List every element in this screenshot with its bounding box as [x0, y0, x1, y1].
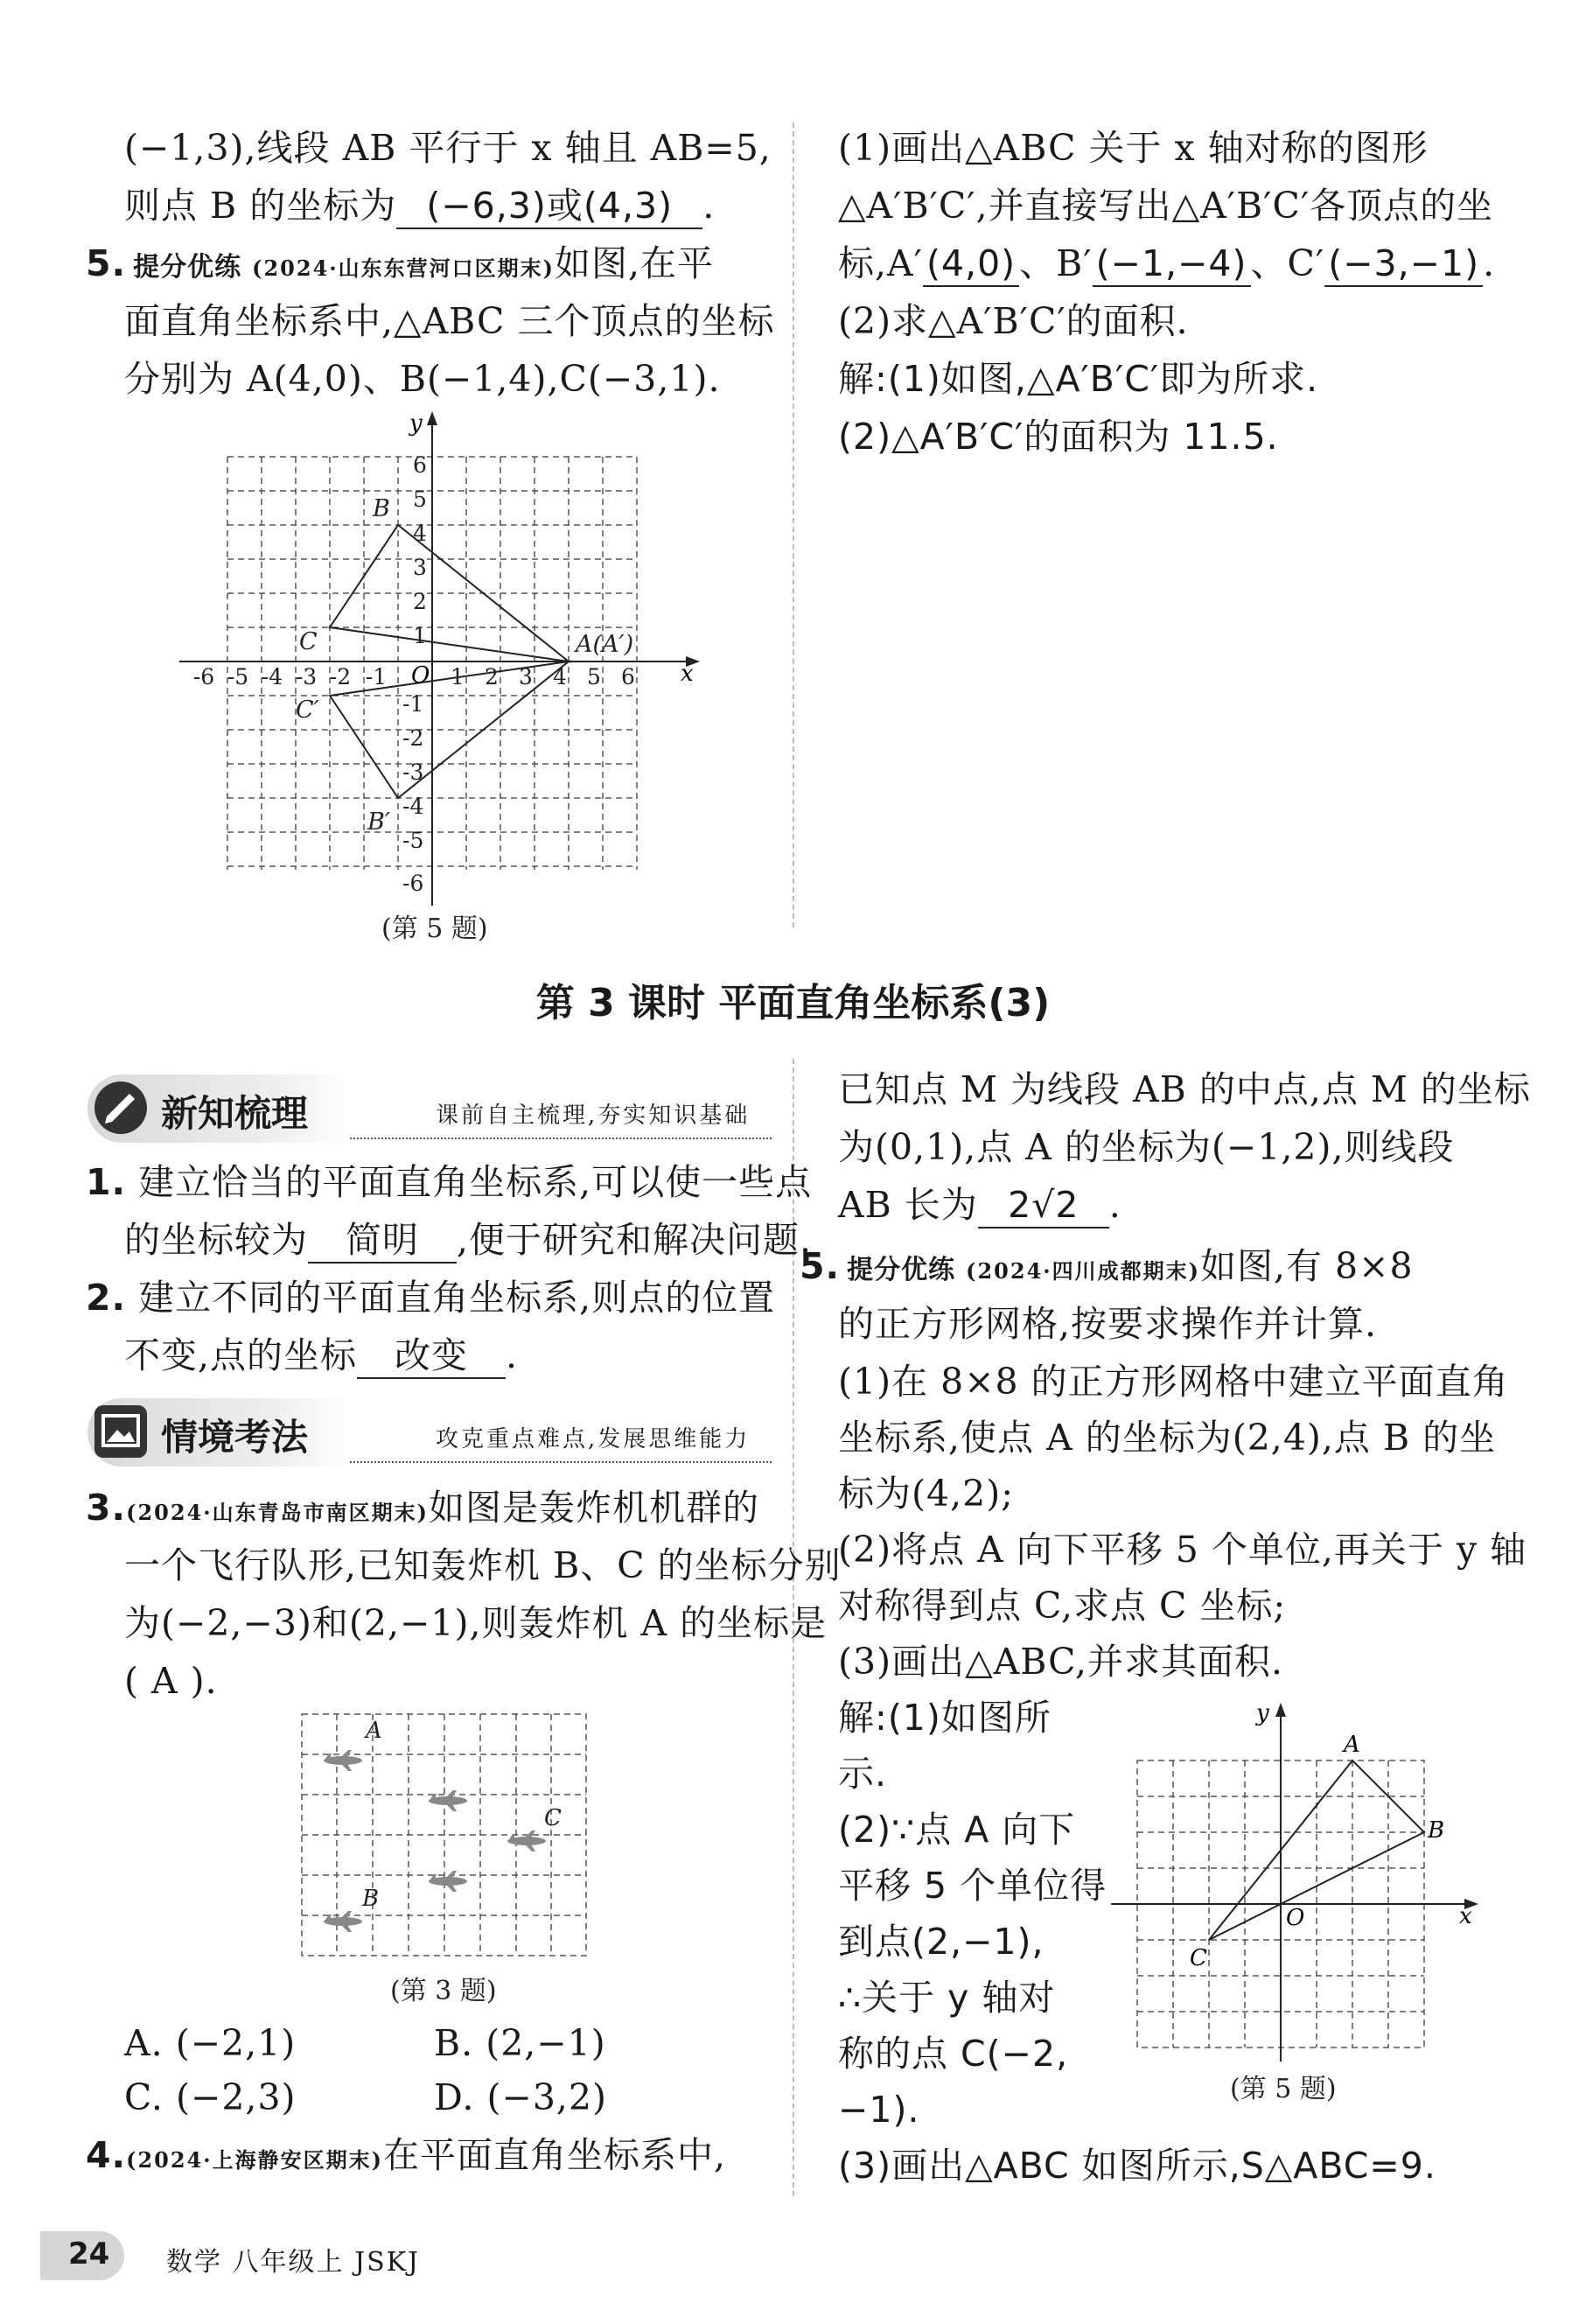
xinzhi-item1-line2: 的坐标较为 简明 ,便于研究和解决问题. [124, 1214, 812, 1265]
right-top-line2: △A′B′C′,并直接写出△A′B′C′各顶点的坐 [838, 185, 1494, 227]
picture-icon [94, 1405, 147, 1458]
q5-solution-0: 解:(1)如图所 [838, 1697, 1052, 1739]
q5-line2: 的正方形网格,按要求操作并计算. [838, 1303, 1378, 1345]
right-top-line1: (1)画出△ABC 关于 x 轴对称的图形 [838, 127, 1429, 169]
left-top-line2: 则点 B 的坐标为 (−6,3)或(4,3) . [124, 180, 715, 231]
question-number: 5. [86, 242, 127, 284]
point-label-b: B [1428, 1817, 1445, 1844]
q3-option-b: B. (2,−1) [434, 2022, 606, 2064]
y-tick: -5 [402, 828, 424, 853]
point-label-c: C [1190, 1945, 1207, 1971]
x-tick: 4 [553, 664, 567, 690]
y-tick: -1 [402, 691, 424, 717]
q5-solution-6: 称的点 C(−2, [838, 2033, 1069, 2075]
answer-a-prime: (4,0) [923, 242, 1019, 287]
q5-line8: (3)画出△ABC,并求其面积. [838, 1641, 1284, 1683]
q5-line4: 坐标系,使点 A 的坐标为(2,4),点 B 的坐 [838, 1417, 1497, 1459]
axis-x-label: x [1459, 1903, 1472, 1929]
q5-solution-1: 示. [838, 1753, 888, 1795]
q5-solution-4: 到点(2,−1), [838, 1921, 1045, 1963]
point-label-a: A [1344, 1732, 1360, 1758]
xinzhi-subtitle: 课前自主梳理,夯实知识基础 [436, 1102, 751, 1129]
q5-top-caption: (第 5 题) [381, 914, 488, 944]
answer-b-prime: (−1,−4) [1093, 242, 1251, 287]
pen-icon [94, 1082, 147, 1134]
q5-line7: 对称得到点 C,求点 C 坐标; [838, 1585, 1287, 1627]
q4-cont2: 为(0,1),点 A 的坐标为(−1,2),则线段 [838, 1126, 1455, 1168]
right-top-solution1: 解:(1)如图,△A′B′C′即为所求. [838, 358, 1319, 400]
section-title: 第 3 课时 平面直角坐标系(3) [535, 981, 1051, 1026]
q5-top-line1: 5. 提分优练 (2024·山东东营河口区期末)如图,在平 [86, 238, 714, 294]
y-tick: 6 [413, 452, 427, 478]
q3-line3: 为(−2,−3)和(2,−1),则轰炸机 A 的坐标是 [124, 1602, 828, 1644]
x-tick: 6 [621, 664, 635, 690]
y-tick: 5 [413, 486, 427, 512]
q4-cont1: 已知点 M 为线段 AB 的中点,点 M 的坐标 [838, 1068, 1531, 1110]
x-tick: -4 [261, 664, 283, 690]
question-source: (2024·山东青岛市南区期末) [126, 1500, 429, 1525]
q5-solution-5: ∴关于 y 轴对 [838, 1977, 1056, 2019]
q5-line1: 5. 提分优练 (2024·四川成都期末)如图,有 8×8 [800, 1241, 1414, 1297]
xinzhi-item2-line2: 不变,点的坐标 改变 . [124, 1330, 518, 1381]
q5-solution-2: (2)∵点 A 向下 [838, 1809, 1076, 1851]
origin-label: O [411, 662, 430, 689]
xinzhi-item2-line1: 2. 建立不同的平面直角坐标系,则点的位置 [86, 1277, 776, 1319]
point-label-cp: C′ [296, 696, 319, 724]
point-label-a: A(A′) [576, 631, 634, 658]
y-axis-arrow [1275, 1703, 1286, 1717]
x-tick: -6 [192, 664, 215, 690]
q5-line3: (1)在 8×8 的正方形网格中建立平面直角 [838, 1361, 1509, 1403]
x-tick: -2 [329, 664, 352, 690]
x-tick: 2 [485, 664, 499, 690]
plane-icon [429, 1871, 467, 1892]
axis-y-label: y [1256, 1700, 1269, 1726]
q5-solution-7: −1). [838, 2089, 920, 2131]
column-divider [793, 122, 794, 928]
y-tick: -2 [402, 725, 424, 751]
point-label-c: C [299, 628, 318, 655]
y-axis-arrow [427, 411, 437, 425]
graph-axes [179, 420, 691, 906]
tag-tifen: 提分优练 [133, 252, 242, 283]
plane-icon [324, 1911, 362, 1932]
x-tick: -1 [365, 664, 388, 690]
q5-top-graph [166, 411, 726, 910]
qingjing-title: 情境考法 [161, 1416, 309, 1459]
q3-line1: 3.(2024·山东青岛市南区期末)如图是轰炸机机群的 [86, 1487, 759, 1529]
answer-jianming: 简明 [308, 1218, 457, 1264]
qingjing-subtitle: 攻克重点难点,发展思维能力 [436, 1426, 751, 1452]
y-tick: 2 [413, 589, 427, 614]
plane-label-a: A [366, 1718, 382, 1744]
plane-icon [324, 1750, 362, 1771]
x-tick: -5 [227, 664, 249, 690]
q4-cont3: AB 长为 2√2 . [838, 1180, 1121, 1230]
q5-top-line2: 面直角坐标系中,△ABC 三个顶点的坐标 [124, 300, 775, 342]
q5-line6: (2)将点 A 向下平移 5 个单位,再关于 y 轴 [838, 1529, 1527, 1571]
right-top-solution2: (2)△A′B′C′的面积为 11.5. [838, 416, 1279, 458]
question-source: (2024·山东东营河口区期末) [252, 256, 555, 281]
plane-label-c: C [544, 1805, 562, 1831]
xinzhi-title: 新知梳理 [161, 1092, 309, 1135]
y-tick: 3 [413, 555, 427, 580]
x-tick: 5 [587, 664, 601, 690]
x-tick: 3 [519, 664, 533, 690]
q3-formation-grid [297, 1710, 595, 1964]
q5-solution-last: (3)画出△ABC 如图所示,S△ABC=9. [838, 2145, 1436, 2187]
y-tick: 1 [413, 623, 427, 648]
xinzhi-rule [350, 1138, 772, 1139]
y-tick: -6 [402, 871, 424, 896]
q3-option-d: D. (−3,2) [434, 2076, 608, 2118]
question-source: (2024·上海静安区期末) [126, 2147, 383, 2173]
right-top-line4: (2)求△A′B′C′的面积. [838, 300, 1189, 342]
axis-x-label: x [681, 661, 694, 687]
page-number: 24 [68, 2236, 110, 2272]
q5-graph [1102, 1694, 1487, 2062]
q5-caption: (第 5 题) [1230, 2074, 1337, 2104]
answer-point-b: (−6,3)或(4,3) [396, 184, 702, 229]
y-tick: 4 [413, 521, 427, 546]
q3-option-a: A. (−2,1) [124, 2022, 297, 2064]
footer-text: 数学 八年级上 JSKJ [166, 2247, 421, 2278]
q5-top-line3: 分别为 A(4,0)、B(−1,4),C(−3,1). [124, 358, 721, 400]
question-source: (2024·四川成都期末) [966, 1258, 1200, 1284]
tag-tifen: 提分优练 [847, 1255, 956, 1285]
x-tick: -3 [295, 664, 318, 690]
q3-line2: 一个飞行队形,已知轰炸机 B、C 的坐标分别 [124, 1544, 842, 1586]
answer-ab-length: 2√2 [978, 1183, 1109, 1228]
point-label-bp: B′ [367, 808, 390, 836]
qingjing-rule [350, 1461, 772, 1463]
q3-caption: (第 3 题) [390, 1976, 497, 2006]
origin-label: O [1286, 1905, 1305, 1931]
plane-icons [324, 1750, 546, 1932]
answer-c-prime: (−3,−1) [1324, 242, 1483, 287]
answer-gaibian: 改变 [357, 1334, 506, 1379]
point-label-b: B [373, 495, 390, 522]
plane-icon [507, 1830, 546, 1852]
q3-line4: ( A ). [124, 1660, 218, 1702]
axis-y-label: y [409, 411, 423, 437]
plane-label-b: B [362, 1886, 380, 1912]
right-top-line3: 标,A′(4,0)、B′(−1,−4)、C′(−3,−1). [838, 238, 1495, 289]
plane-icon [429, 1790, 467, 1811]
q5-line5: 标为(4,2); [838, 1473, 1015, 1515]
xinzhi-item1-line1: 1. 建立恰当的平面直角坐标系,可以使一些点 [86, 1161, 813, 1203]
q3-option-c: C. (−2,3) [124, 2076, 297, 2118]
q5-solution-3: 平移 5 个单位得 [838, 1865, 1107, 1907]
x-tick: 1 [451, 664, 465, 690]
left-top-line1: (−1,3),线段 AB 平行于 x 轴且 AB=5, [124, 127, 772, 169]
y-tick: -3 [402, 760, 424, 785]
y-tick: -4 [402, 794, 424, 819]
q4-line1: 4.(2024·上海静安区期末)在平面直角坐标系中, [86, 2134, 727, 2176]
